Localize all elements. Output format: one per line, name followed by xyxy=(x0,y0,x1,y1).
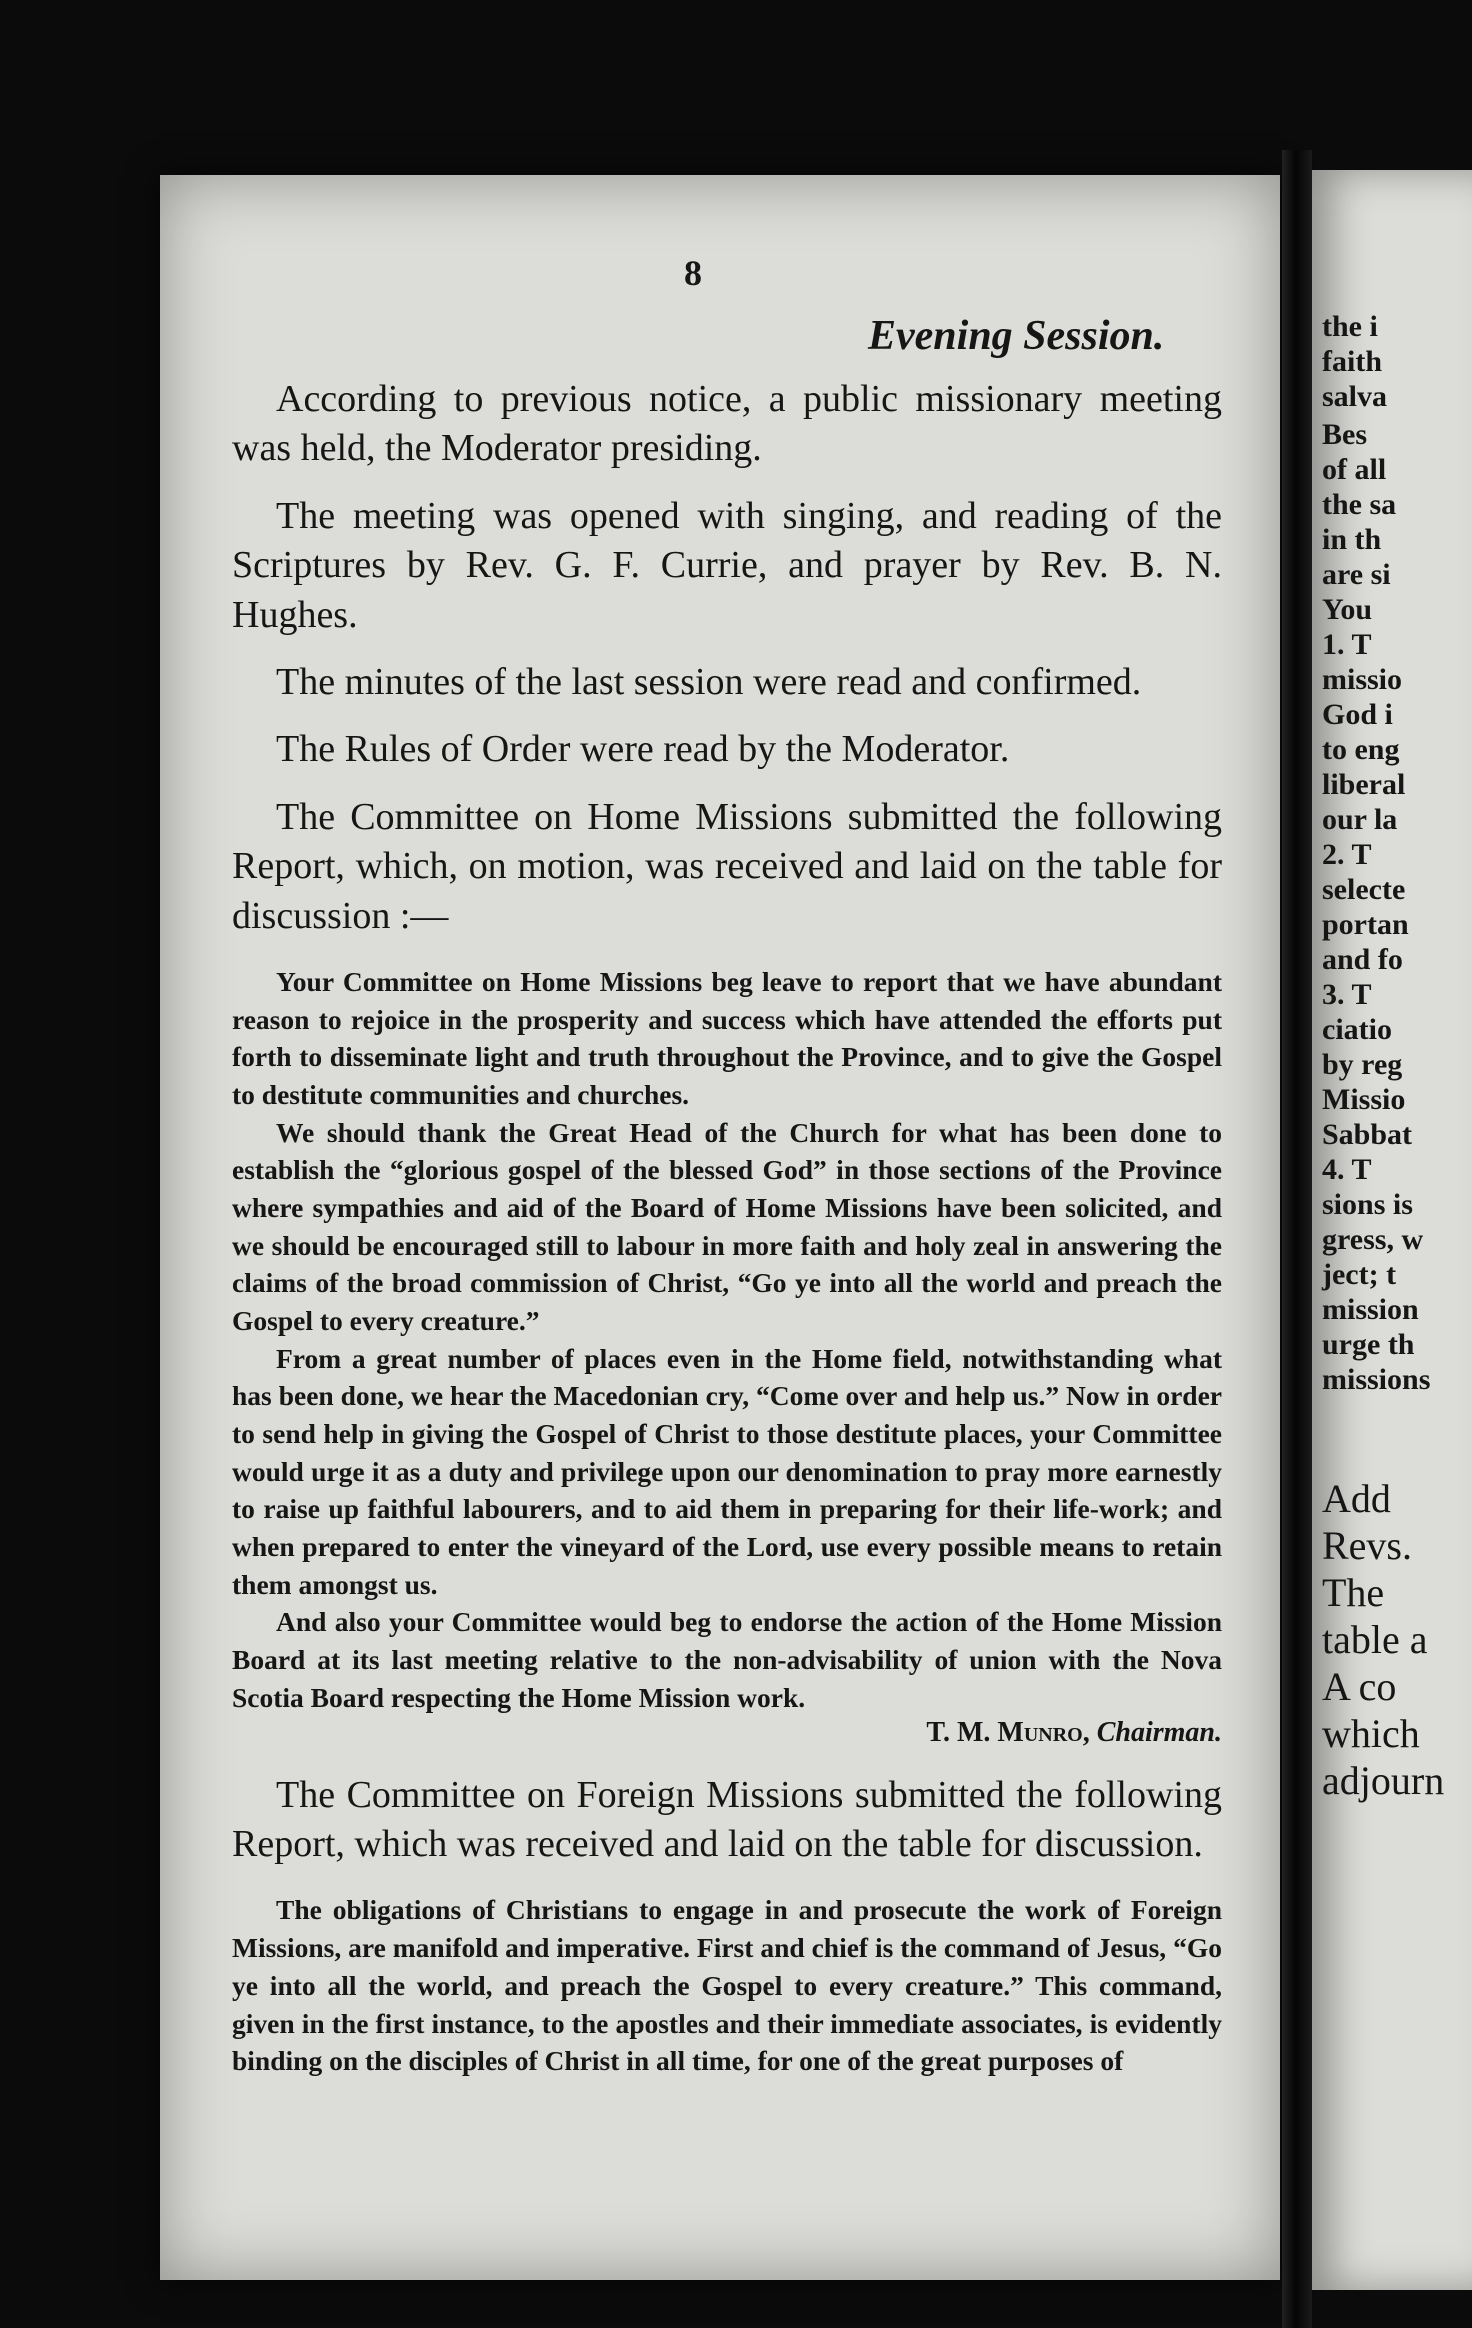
right-page-line: missions xyxy=(1322,1363,1431,1396)
right-page-line: salva xyxy=(1322,380,1388,413)
body-text xyxy=(232,375,1222,2098)
right-page-line: our la xyxy=(1322,803,1398,836)
foreign-missions-report xyxy=(232,1891,1222,2079)
right-page-line: adjourn xyxy=(1322,1758,1445,1803)
right-page-line: selecte xyxy=(1322,873,1406,906)
session-heading: Evening Session. xyxy=(868,313,1165,359)
paragraph-home-committee: The Committee on Home Missions submitted the following Report, which, on motion, was received and laid on the table for discussion :— xyxy=(232,795,1222,937)
right-page xyxy=(1312,170,1472,2290)
report-paragraph: We should thank the Great Head of the Church for what has been done to establish the “glorious gospel of the blessed God” in those sections of the Province where sympathies and aid of the Board of Home Missions have been solicited, and we should be encouraged still to labour in more faith and holy zeal in answering the claims of the broad commission of Christ, “Go ye into all the world and preach the Gospel to every creature.” xyxy=(232,1116,1222,1336)
report-paragraph: From a great number of places even in the Home field, notwithstanding what has been done, we hear the Macedonian cry, “Come over and help us.” Now in order to send help in giving the Gospel of Christ to those destitute places, your Committee would urge it as a duty and privilege upon our denomination to pray more earnestly to raise up faithful labourers, and to aid them in preparing for their life-work; and when prepared to enter the vineyard of the Lord, use every possible means to retain them amongst us. xyxy=(232,1342,1222,1600)
right-page-line: You xyxy=(1322,593,1373,626)
right-page-line: Sabbat xyxy=(1322,1118,1413,1151)
right-page-line: Bes xyxy=(1322,418,1367,451)
right-page-line: 2. T xyxy=(1322,838,1372,871)
signature-name: T. M. Munro, xyxy=(926,1717,1090,1749)
right-page-line: ject; t xyxy=(1322,1258,1397,1291)
right-page-line: 3. T xyxy=(1322,978,1372,1011)
paragraph-opening: The meeting was opened with singing, and reading of the Scriptures by Rev. G. F. Currie, and prayer by Rev. B. N. Hughes. xyxy=(232,494,1222,636)
report-paragraph: Your Committee on Home Missions beg leave to report that we have abundant reason to rejoice in the prosperity and success which have attended the efforts put forth to disseminate light and truth throughout the Province, and to give the Gospel to destitute communities and churches. xyxy=(232,965,1222,1110)
right-page-line: gress, w xyxy=(1322,1223,1424,1256)
paragraph-foreign-committee: The Committee on Foreign Missions submitted the following Report, which was received and laid on the table for discussion. xyxy=(232,1773,1222,1866)
home-missions-report xyxy=(232,963,1222,1753)
right-page-line: sions is xyxy=(1322,1188,1413,1221)
paragraph-rules: The Rules of Order were read by the Moderator. xyxy=(276,728,1010,771)
right-page-line: God i xyxy=(1322,698,1393,731)
right-page-line: missio xyxy=(1322,663,1403,696)
right-page-line: 4. T xyxy=(1322,1153,1372,1186)
right-page-line: the i xyxy=(1322,310,1378,343)
right-page-line: liberal xyxy=(1322,768,1406,801)
paragraph-minutes: The minutes of the last session were read and confirmed. xyxy=(276,660,1142,703)
right-page-line: in th xyxy=(1322,523,1382,556)
right-page-line: faith xyxy=(1322,345,1382,378)
book-gutter xyxy=(1282,150,1312,2328)
report-paragraph: And also your Committee would beg to endorse the action of the Home Mission Board at its last meeting relative to the non-advisability of union with the Nova Scotia Board respecting the Home Mission work. xyxy=(232,1606,1222,1713)
paragraph-meeting-notice: According to previous notice, a public missionary meeting was held, the Moderator presiding. xyxy=(232,378,1222,470)
right-page-line: which xyxy=(1322,1711,1420,1756)
right-page-line: are si xyxy=(1322,558,1391,591)
right-page-line: by reg xyxy=(1322,1048,1403,1081)
right-page-line: Missio xyxy=(1322,1083,1406,1116)
right-page-line: Revs. xyxy=(1322,1523,1412,1568)
right-page-line: table a xyxy=(1322,1617,1428,1662)
right-page-line: 1. T xyxy=(1322,628,1372,661)
right-page-line: the sa xyxy=(1322,488,1397,521)
right-page-line: to eng xyxy=(1322,733,1400,766)
right-page-line: portan xyxy=(1322,908,1409,941)
right-page-line: mission xyxy=(1322,1293,1419,1326)
right-page-line: Add xyxy=(1322,1476,1391,1521)
right-page-line: and fo xyxy=(1322,943,1403,976)
right-page-line: of all xyxy=(1322,453,1387,486)
report-paragraph: The obligations of Christians to engage in and prosecute the work of Foreign Missions, are manifold and imperative. First and chief is the command of Jesus, “Go ye into all the world, and preach the Gospel to every creature.” This command, given in the first instance, to the apostles and their immediate associates, is evidently binding on the disciples of Christ in all time, for one of the great purposes of xyxy=(232,1894,1222,2077)
page-number: 8 xyxy=(684,253,702,293)
right-page-line: The xyxy=(1322,1570,1385,1615)
right-page-line: A co xyxy=(1322,1664,1397,1709)
report-signature xyxy=(232,1714,1222,1752)
right-page-line: urge th xyxy=(1322,1328,1415,1361)
signature-title: Chairman. xyxy=(1096,1717,1222,1749)
right-page-line: ciatio xyxy=(1322,1013,1392,1046)
